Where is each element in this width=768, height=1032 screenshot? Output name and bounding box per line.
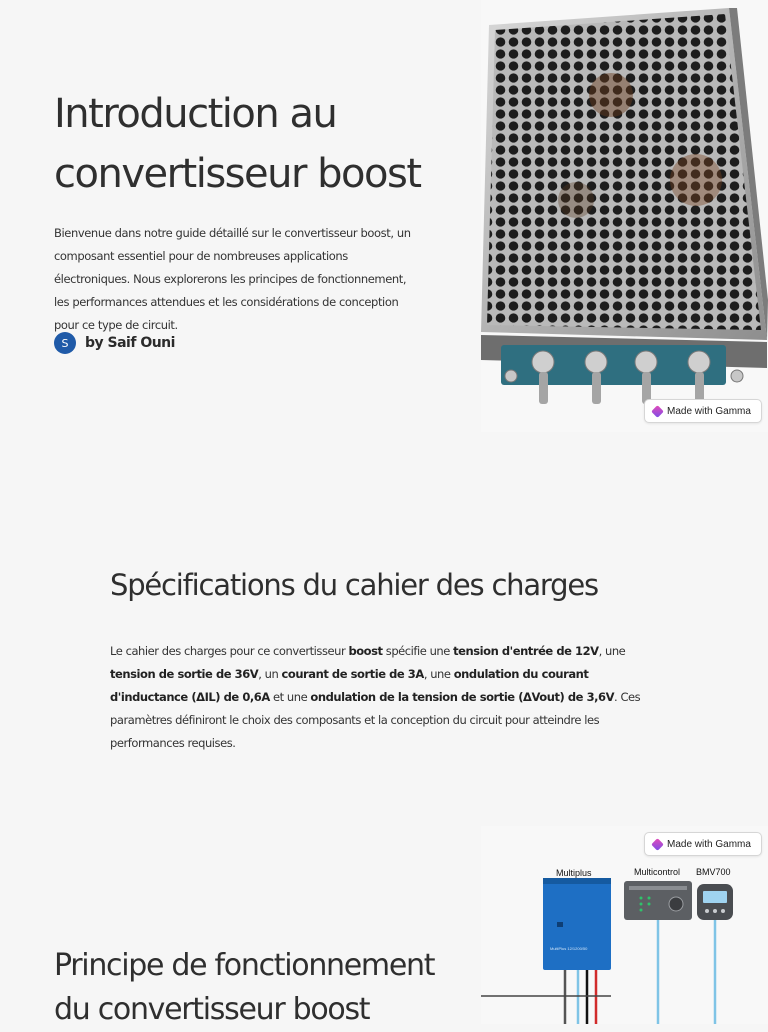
label-multicontrol: Multicontrol xyxy=(634,867,681,877)
spec-bold: tension d'entrée de 12V xyxy=(453,644,599,658)
specification-paragraph xyxy=(110,640,658,755)
spec-text: Le cahier des charges pour ce convertisseur xyxy=(110,644,349,658)
author-name: by Saif Ouni xyxy=(85,335,175,351)
badge-label: Made with Gamma xyxy=(667,838,751,850)
bmv700-monitor xyxy=(697,884,733,920)
spec-text: , une xyxy=(598,644,626,658)
gamma-logo-icon xyxy=(651,405,664,418)
title-line-2: du convertisseur boost xyxy=(54,992,370,1027)
slide-operating-principle xyxy=(0,826,768,1027)
spec-bold: ondulation de la tension de sortie (ΔVout) de 3,6V xyxy=(310,690,615,704)
device-text: MultiPlus 12/1200/50 xyxy=(550,946,588,951)
spec-text: et une xyxy=(269,690,311,704)
multicontrol-panel xyxy=(624,881,692,920)
multiplus-unit xyxy=(543,878,611,970)
author-byline xyxy=(54,332,175,354)
spec-bold: ondulation du courant d'inductance (ΔIL) de 0,6A xyxy=(110,667,589,704)
power-supply-image xyxy=(481,0,768,432)
made-with-gamma-badge[interactable] xyxy=(644,832,762,856)
slide-specifications xyxy=(0,532,768,782)
spec-bold: courant de sortie de 3A xyxy=(281,667,424,681)
spec-text: , un xyxy=(258,667,282,681)
section-title xyxy=(54,944,454,1032)
title-line-1: Introduction au xyxy=(54,91,337,137)
title-line-2: convertisseur boost xyxy=(54,151,421,197)
label-multiplus: Multiplus xyxy=(556,868,592,878)
page-title xyxy=(54,84,464,204)
spec-bold: boost xyxy=(348,644,383,658)
gamma-logo-icon xyxy=(651,838,664,851)
label-bmv700: BMV700 xyxy=(696,867,731,877)
made-with-gamma-badge[interactable] xyxy=(644,399,762,423)
title-line-1: Principe de fonctionnement xyxy=(54,948,435,983)
system-diagram-image xyxy=(481,826,768,1024)
slide-introduction xyxy=(0,0,768,432)
badge-label: Made with Gamma xyxy=(667,405,751,417)
intro-paragraph: Bienvenue dans notre guide détaillé sur le convertisseur boost, un composant essentiel pour de nombreuses applications électroniques. Nous explorerons les principes de fonctionnement, les performances attendues et les considérations de conception pour ce type de circuit. xyxy=(54,226,411,332)
spec-text: , une xyxy=(423,667,454,681)
spec-bold: tension de sortie de 36V xyxy=(110,667,259,681)
spec-text: . Ces paramètres définiront le choix des composants et la conception du circuit pour atteindre les performances requises. xyxy=(110,690,641,750)
section-title: Spécifications du cahier des charges xyxy=(110,568,598,602)
power-supply-illustration xyxy=(481,0,768,432)
avatar: S xyxy=(54,332,76,354)
spec-text: spécifie une xyxy=(382,644,454,658)
